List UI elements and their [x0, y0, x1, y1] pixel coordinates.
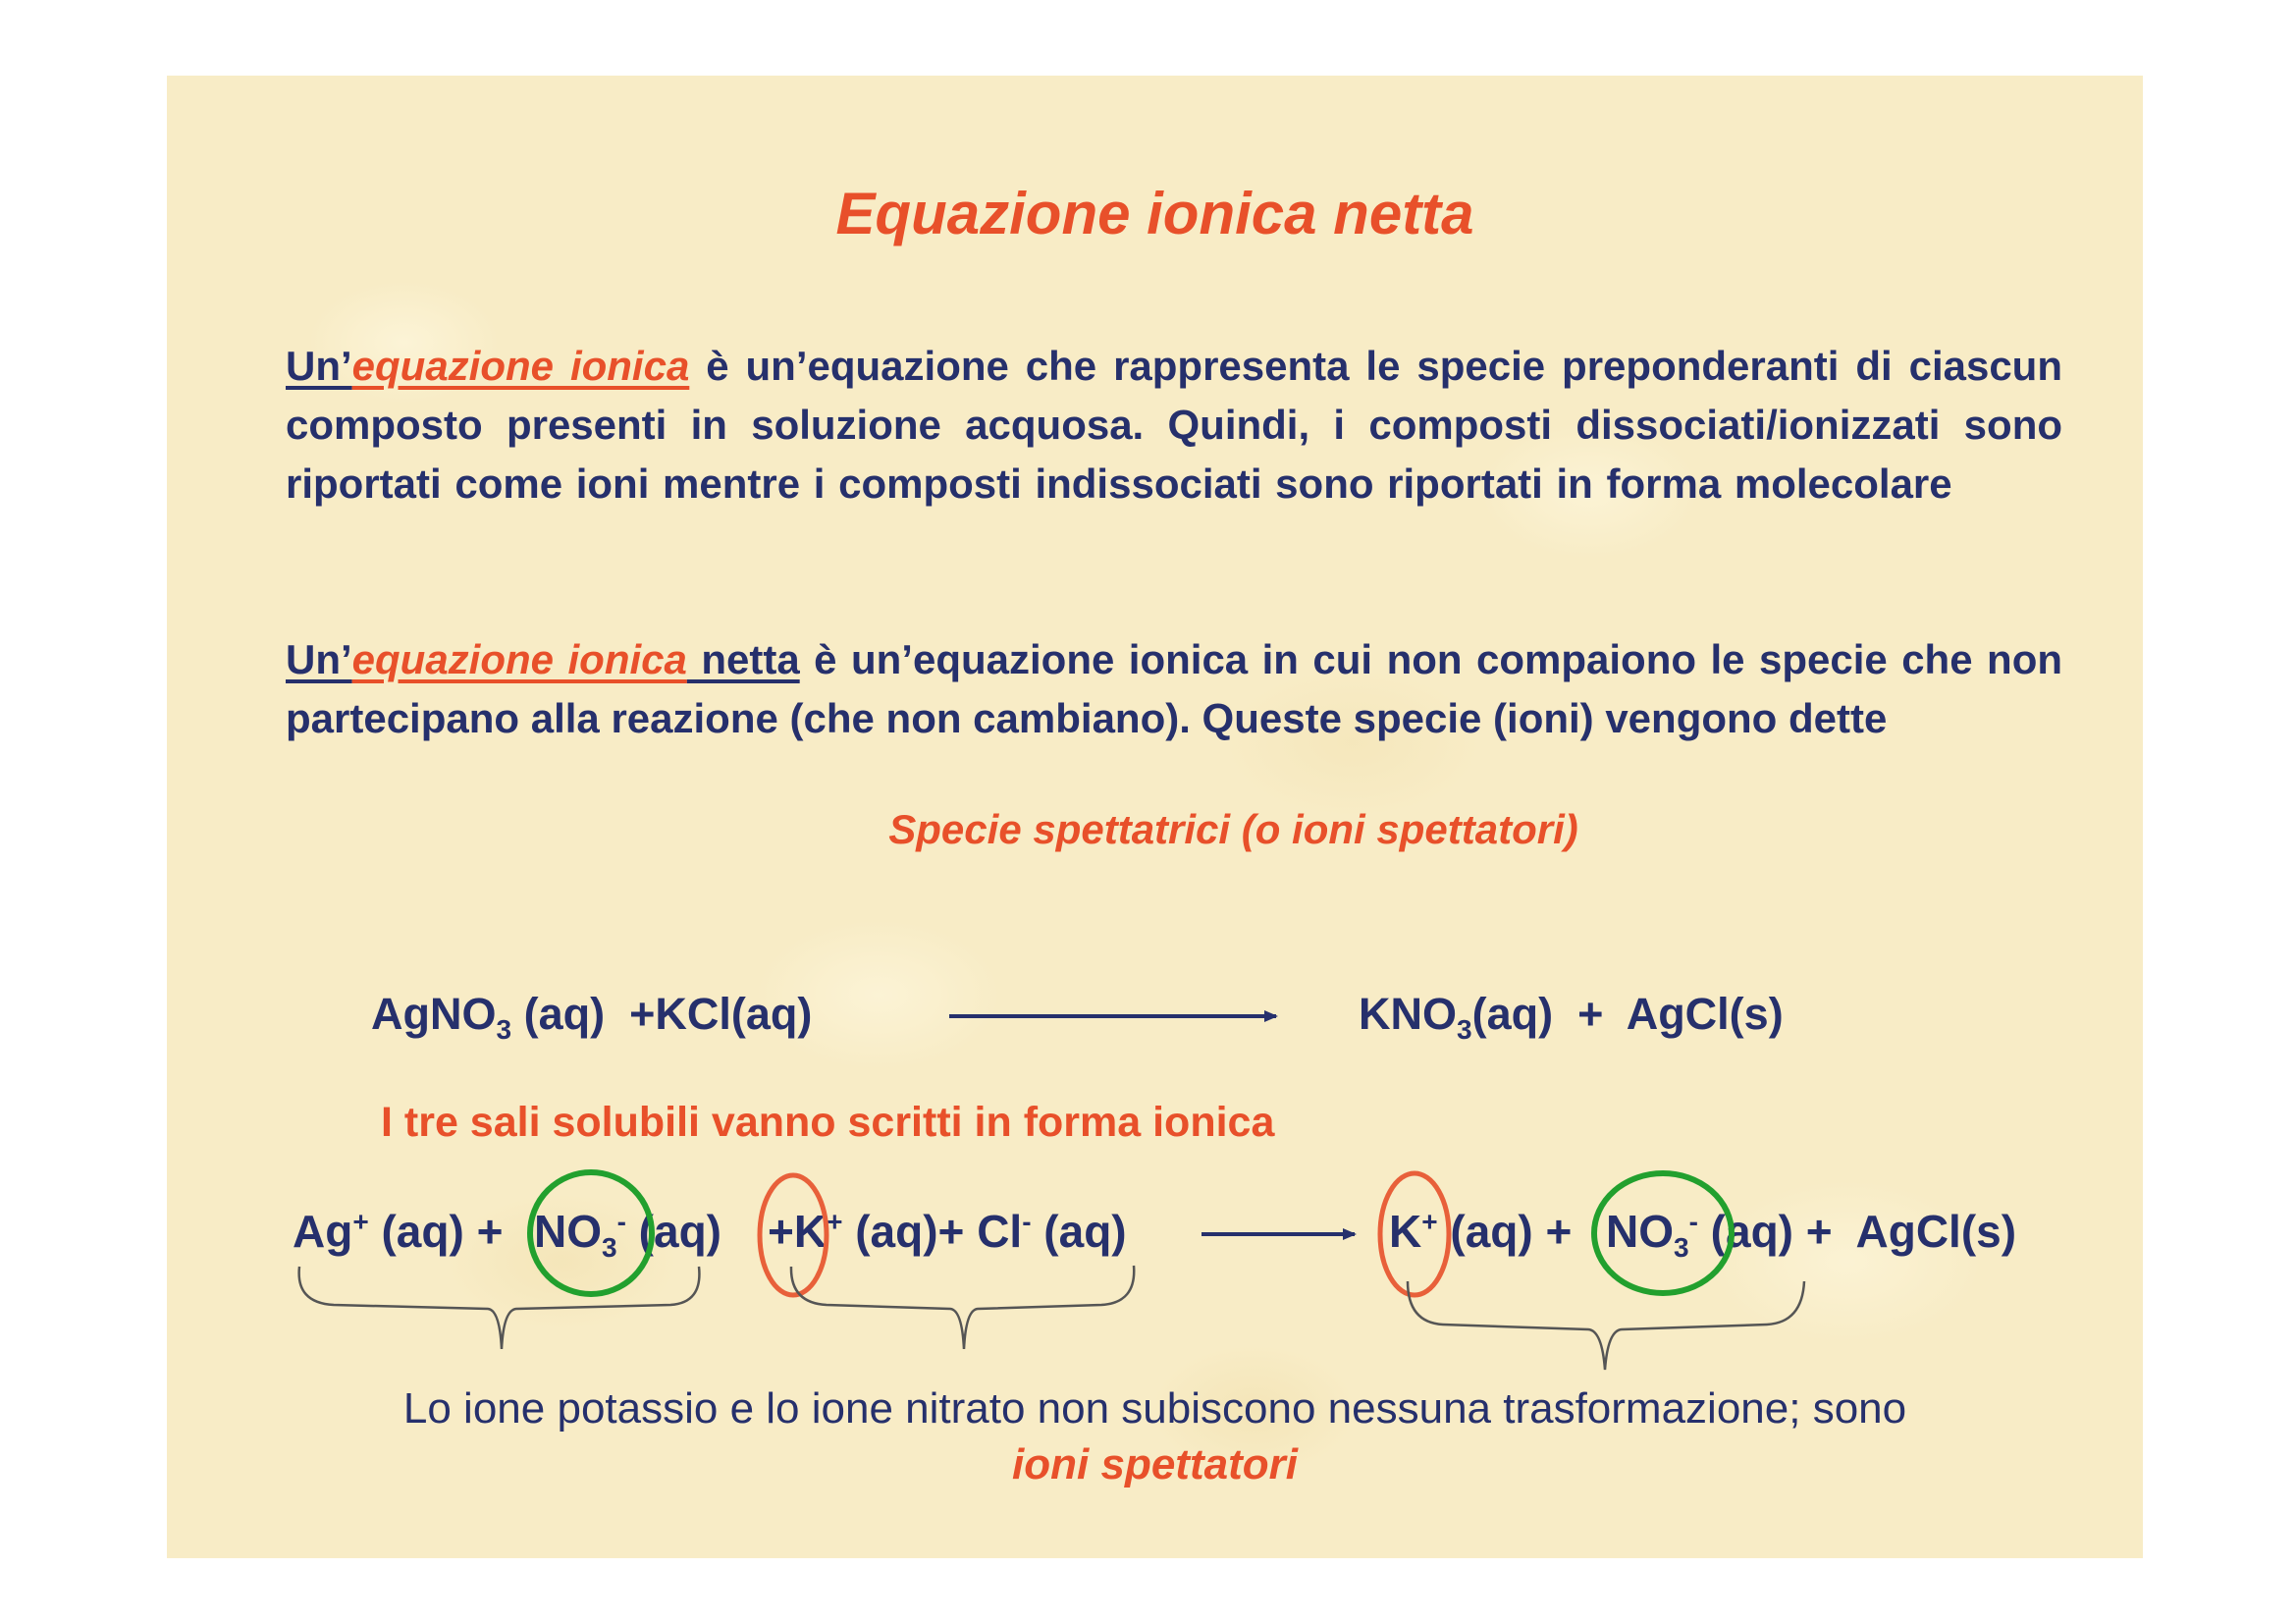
k2-charge: + — [1421, 1206, 1438, 1237]
para2-highlight-term: equazione ionica — [351, 636, 687, 682]
no3-charge: - — [616, 1206, 626, 1237]
reactant-agno3-state: (aq) — [511, 989, 606, 1039]
ag-state: (aq) + — [368, 1206, 516, 1257]
brace-agno3 — [299, 1267, 700, 1349]
k2-symbol: K — [1389, 1206, 1422, 1257]
cl-charge: - — [1022, 1206, 1032, 1237]
k-charge: + — [827, 1206, 843, 1237]
reactant-agno3-subscript: 3 — [496, 1014, 512, 1045]
ag-symbol: Ag — [293, 1206, 353, 1257]
para1-text: è un’equazione che rappresenta le specie preponderanti di ciascun composto presenti in soluzione acquosa. Quindi, i composti dissociati/ionizzati sono riportati come ioni mentre i composti indissociati sono riportati in forma molecolare — [286, 343, 2062, 507]
orange-circle-k-right — [1380, 1173, 1449, 1295]
green-circle-no3-right — [1594, 1173, 1732, 1293]
product-agcl: + AgCl(s) — [1553, 989, 1784, 1039]
no3-subscript: 3 — [602, 1232, 617, 1264]
product-kno3-subscript: 3 — [1457, 1014, 1472, 1045]
spectator-species-heading: Specie spettatrici (o ioni spettatori) — [888, 806, 1578, 852]
ag-charge: + — [352, 1206, 369, 1237]
para2-prefix: Un’ — [286, 636, 352, 682]
no3-symbol: NO — [534, 1206, 602, 1257]
para2-text: è un’equazione ionica in cui non compaiono le specie che non partecipano alla reazione (che non cambiano). Queste specie (ioni) vengono dette — [286, 636, 2063, 741]
slide-title: Equazione ionica netta — [835, 181, 1474, 246]
k-state: (aq)+ Cl — [842, 1206, 1023, 1257]
cl-state: (aq) — [1031, 1206, 1127, 1257]
para1-prefix: Un’ — [286, 343, 352, 389]
slide — [167, 76, 2143, 1558]
k2-state: (aq) + — [1437, 1206, 1585, 1257]
green-circle-no3-left — [530, 1172, 652, 1294]
no3b-subscript: 3 — [1674, 1232, 1689, 1264]
equation-graphics — [167, 76, 2143, 1558]
conclusion-text: Lo ione potassio e lo ione nitrato non subiscono nessuna trasformazione; sono — [402, 1384, 1907, 1433]
reactant-agno3: AgNO — [371, 989, 497, 1039]
para1-highlight-term: equazione ionica — [351, 343, 690, 389]
para2-suffix: netta — [686, 636, 800, 682]
brace-kcl — [791, 1266, 1134, 1349]
orange-circle-k-left — [760, 1175, 827, 1295]
no3b-symbol: NO — [1606, 1206, 1674, 1257]
k-symbol: +K — [768, 1206, 828, 1257]
brace-kno3 — [1408, 1281, 1804, 1370]
conclusion-emphasis: ioni spettatori — [1012, 1440, 1298, 1488]
soluble-salts-note: I tre sali solubili vanno scritti in forma ionica — [381, 1099, 1275, 1146]
no3b-state: (aq) + AgCl(s) — [1697, 1206, 2017, 1257]
no3b-charge: - — [1688, 1206, 1698, 1237]
product-kno3: KNO — [1359, 989, 1457, 1039]
reactant-kcl: +KCl(aq) — [605, 989, 813, 1039]
product-kno3-state: (aq) — [1471, 989, 1554, 1039]
no3-state: (aq) — [625, 1206, 722, 1257]
